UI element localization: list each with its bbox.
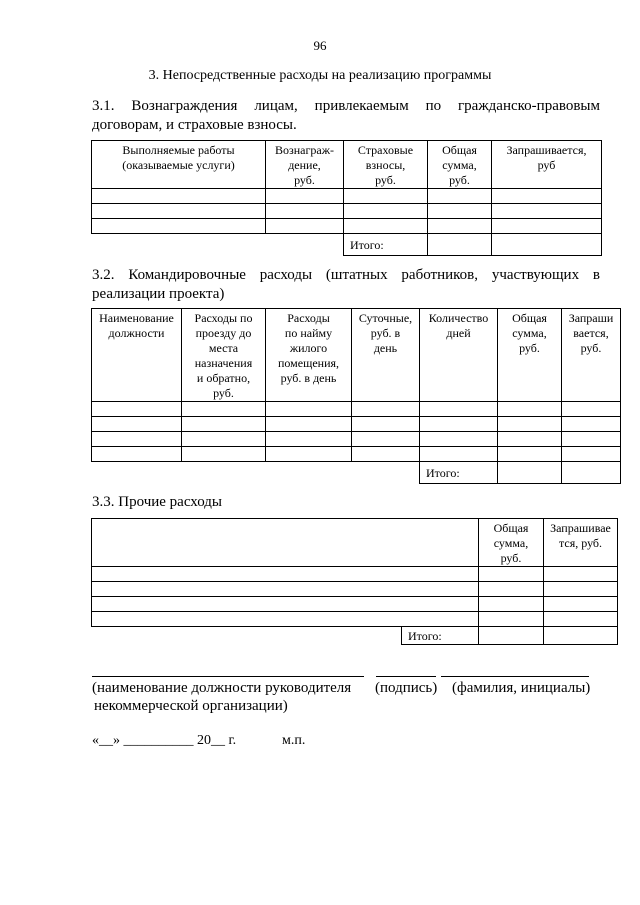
- table-cell[interactable]: [352, 417, 420, 432]
- table-cell[interactable]: [344, 204, 428, 219]
- sign-caption: (подпись): [375, 680, 438, 696]
- table-cell[interactable]: [344, 189, 428, 204]
- table-cell[interactable]: [266, 189, 344, 204]
- table-cell[interactable]: [479, 567, 544, 582]
- table-cell[interactable]: [420, 402, 498, 417]
- table-total-row: [92, 234, 602, 256]
- s33-total-label: Итого:: [402, 627, 479, 645]
- s32-col-travel: Расходы по проезду до места назначения и обратно, руб.: [182, 309, 266, 402]
- date-line: «__» __________ 20__ г.: [92, 733, 237, 748]
- section-title: 3. Непосредственные расходы на реализацию программы: [148, 68, 492, 83]
- table-total-row: [92, 627, 618, 645]
- table-cell[interactable]: [562, 432, 621, 447]
- table-row: [92, 402, 621, 417]
- table-cell[interactable]: [182, 432, 266, 447]
- s31-total-label: Итого:: [344, 234, 428, 256]
- table-s32: [91, 308, 621, 484]
- s31-heading: [92, 97, 600, 135]
- table-cell[interactable]: [352, 432, 420, 447]
- table-cell[interactable]: [92, 567, 479, 582]
- s32-col-days: Количество дней: [420, 309, 498, 402]
- table-cell[interactable]: [92, 582, 479, 597]
- table-cell[interactable]: [428, 189, 492, 204]
- blank-cell: [92, 462, 182, 484]
- table-s33: [91, 518, 618, 645]
- table-cell[interactable]: [498, 447, 562, 462]
- table-cell[interactable]: [492, 204, 602, 219]
- s31-col-reward: Вознаграж- дение, руб.: [266, 141, 344, 189]
- s31-heading-line1: 3.1. Вознаграждения лицам, привлекаемым по гражданско-правовым: [92, 98, 600, 114]
- table-cell[interactable]: [428, 204, 492, 219]
- table-cell[interactable]: [544, 582, 618, 597]
- table-cell[interactable]: [562, 447, 621, 462]
- table-cell[interactable]: [92, 432, 182, 447]
- s32-heading-line2: реализации проекта): [92, 286, 225, 302]
- name-caption: (фамилия, инициалы): [452, 680, 591, 696]
- table-cell[interactable]: [266, 447, 352, 462]
- table-cell[interactable]: [266, 204, 344, 219]
- position-signature-line[interactable]: [92, 676, 364, 677]
- table-cell[interactable]: [492, 189, 602, 204]
- table-cell[interactable]: [420, 417, 498, 432]
- s33-total-sum[interactable]: [479, 627, 544, 645]
- table-cell[interactable]: [182, 447, 266, 462]
- s31-col-insurance: Страховые взносы, руб.: [344, 141, 428, 189]
- name-signature-line[interactable]: [441, 676, 589, 677]
- s33-heading: 3.3. Прочие расходы: [92, 494, 222, 510]
- table-s31: [91, 140, 602, 256]
- s32-col-total: Общая сумма, руб.: [498, 309, 562, 402]
- table-cell[interactable]: [266, 219, 344, 234]
- table-s33-header: [92, 519, 618, 567]
- table-cell[interactable]: [420, 432, 498, 447]
- s33-col-requested: Запрашивае тся, руб.: [544, 519, 618, 567]
- table-cell[interactable]: [92, 612, 479, 627]
- s31-total-requested[interactable]: [492, 234, 602, 256]
- table-cell[interactable]: [352, 447, 420, 462]
- table-cell[interactable]: [479, 612, 544, 627]
- s33-col-item: [92, 519, 479, 567]
- table-cell[interactable]: [266, 402, 352, 417]
- s32-col-requested: Запраши вается, руб.: [562, 309, 621, 402]
- table-row: [92, 432, 621, 447]
- table-cell[interactable]: [182, 402, 266, 417]
- table-row: [92, 417, 621, 432]
- table-cell[interactable]: [266, 432, 352, 447]
- table-row: [92, 189, 602, 204]
- s32-total-label: Итого:: [420, 462, 498, 484]
- table-cell[interactable]: [92, 417, 182, 432]
- table-row: [92, 597, 618, 612]
- table-cell[interactable]: [92, 204, 266, 219]
- blank-cell: [352, 462, 420, 484]
- table-row: [92, 219, 602, 234]
- table-cell[interactable]: [428, 219, 492, 234]
- s32-total-requested[interactable]: [562, 462, 621, 484]
- s33-col-total: Общая сумма, руб.: [479, 519, 544, 567]
- table-cell[interactable]: [498, 432, 562, 447]
- table-cell[interactable]: [344, 219, 428, 234]
- s32-total-sum[interactable]: [498, 462, 562, 484]
- table-cell[interactable]: [92, 447, 182, 462]
- s31-total-sum[interactable]: [428, 234, 492, 256]
- stamp-place: м.п.: [282, 733, 306, 748]
- table-total-row: [92, 462, 621, 484]
- table-cell[interactable]: [498, 402, 562, 417]
- table-cell[interactable]: [182, 417, 266, 432]
- s32-col-position: Наименование должности: [92, 309, 182, 402]
- sign-signature-line[interactable]: [376, 676, 436, 677]
- s33-total-requested[interactable]: [544, 627, 618, 645]
- table-cell[interactable]: [492, 219, 602, 234]
- table-s32-header: [92, 309, 621, 402]
- table-cell[interactable]: [352, 402, 420, 417]
- table-cell[interactable]: [92, 597, 479, 612]
- table-cell[interactable]: [92, 219, 266, 234]
- s32-heading: [92, 266, 600, 304]
- blank-cell: [182, 462, 266, 484]
- blank-cell: [266, 234, 344, 256]
- table-cell[interactable]: [544, 567, 618, 582]
- table-cell[interactable]: [498, 417, 562, 432]
- s32-col-per-diem: Суточные, руб. в день: [352, 309, 420, 402]
- table-row: [92, 204, 602, 219]
- table-row: [92, 567, 618, 582]
- s32-col-housing: Расходы по найму жилого помещения, руб. в день: [266, 309, 352, 402]
- s31-col-total: Общая сумма, руб.: [428, 141, 492, 189]
- table-row: [92, 447, 621, 462]
- table-cell[interactable]: [544, 597, 618, 612]
- s31-col-requested: Запрашивается, руб: [492, 141, 602, 189]
- s31-heading-line2: договорам, и страховые взносы.: [92, 117, 297, 133]
- table-cell[interactable]: [562, 417, 621, 432]
- position-caption: (наименование должности руководителя: [92, 680, 352, 696]
- table-cell[interactable]: [266, 417, 352, 432]
- s31-col-works: Выполняемые работы (оказываемые услуги): [92, 141, 266, 189]
- table-cell[interactable]: [92, 189, 266, 204]
- table-cell[interactable]: [92, 402, 182, 417]
- table-s31-header: [92, 141, 602, 189]
- blank-cell: [92, 627, 402, 645]
- table-cell[interactable]: [562, 402, 621, 417]
- blank-cell: [266, 462, 352, 484]
- page-number: 96: [313, 38, 327, 53]
- table-cell[interactable]: [479, 597, 544, 612]
- table-cell[interactable]: [544, 612, 618, 627]
- table-row: [92, 612, 618, 627]
- table-cell[interactable]: [479, 582, 544, 597]
- table-row: [92, 582, 618, 597]
- blank-cell: [92, 234, 266, 256]
- position-caption-line2: некоммерческой организации): [94, 698, 288, 714]
- table-cell[interactable]: [420, 447, 498, 462]
- s32-heading-line1: 3.2. Командировочные расходы (штатных работников, участвующих в: [92, 267, 600, 283]
